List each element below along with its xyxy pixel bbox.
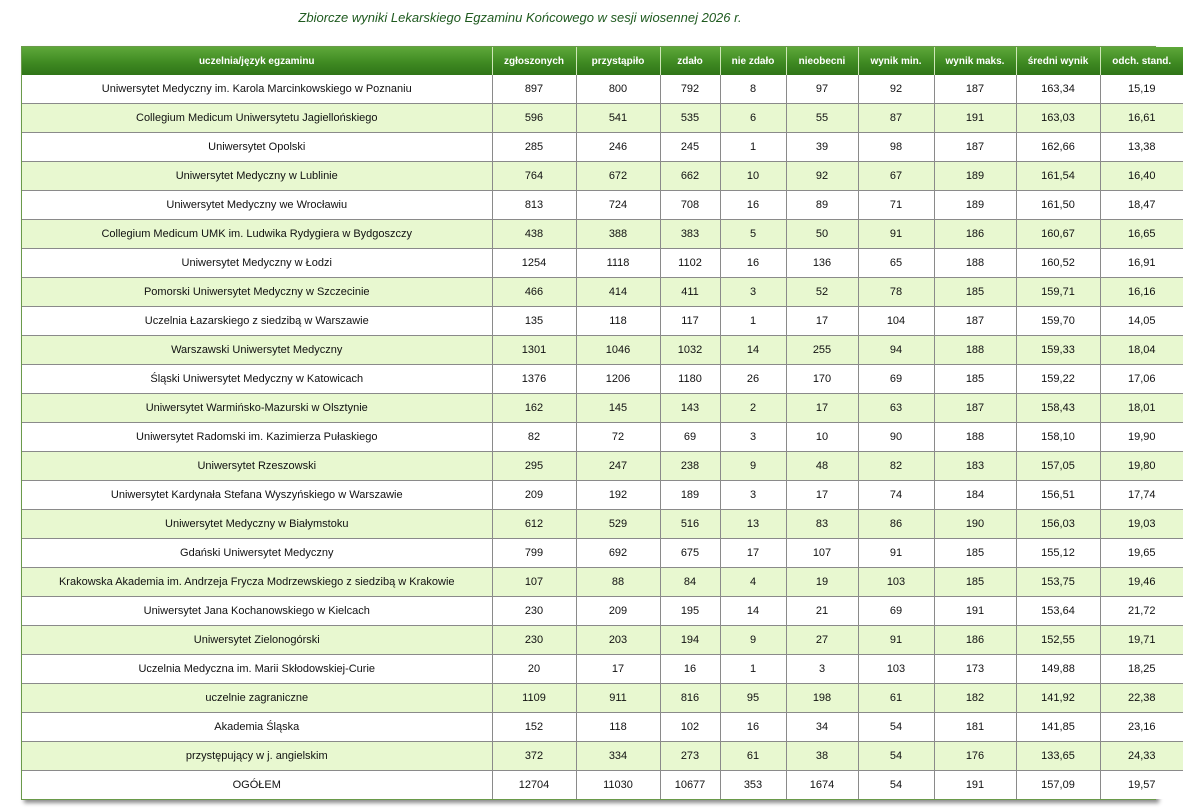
value-cell: 69 xyxy=(858,365,934,394)
value-cell: 95 xyxy=(720,684,786,713)
value-cell: 185 xyxy=(934,278,1016,307)
university-name-cell: Uniwersytet Medyczny w Lublinie xyxy=(22,162,492,191)
value-cell: 245 xyxy=(660,133,720,162)
value-cell: 18,25 xyxy=(1100,655,1183,684)
value-cell: 1376 xyxy=(492,365,576,394)
value-cell: 103 xyxy=(858,568,934,597)
value-cell: 72 xyxy=(576,423,660,452)
value-cell: 16,91 xyxy=(1100,249,1183,278)
value-cell: 662 xyxy=(660,162,720,191)
value-cell: 708 xyxy=(660,191,720,220)
university-name-cell: Uniwersytet Kardynała Stefana Wyszyńskiego w Warszawie xyxy=(22,481,492,510)
university-name-cell: uczelnie zagraniczne xyxy=(22,684,492,713)
value-cell: 38 xyxy=(786,742,858,771)
value-cell: 159,33 xyxy=(1016,336,1100,365)
value-cell: 612 xyxy=(492,510,576,539)
value-cell: 1 xyxy=(720,307,786,336)
value-cell: 176 xyxy=(934,742,1016,771)
university-name-cell: Gdański Uniwersytet Medyczny xyxy=(22,539,492,568)
university-name-cell: Warszawski Uniwersytet Medyczny xyxy=(22,336,492,365)
value-cell: 186 xyxy=(934,220,1016,249)
value-cell: 141,85 xyxy=(1016,713,1100,742)
university-name-cell: OGÓŁEM xyxy=(22,771,492,800)
value-cell: 411 xyxy=(660,278,720,307)
value-cell: 94 xyxy=(858,336,934,365)
value-cell: 187 xyxy=(934,133,1016,162)
value-cell: 170 xyxy=(786,365,858,394)
value-cell: 185 xyxy=(934,365,1016,394)
value-cell: 98 xyxy=(858,133,934,162)
value-cell: 92 xyxy=(786,162,858,191)
value-cell: 191 xyxy=(934,104,1016,133)
value-cell: 17 xyxy=(786,394,858,423)
page-title: Zbiorcze wyniki Lekarskiego Egzaminu Końcowego w sesji wiosennej 2026 r. xyxy=(298,10,742,25)
value-cell: 203 xyxy=(576,626,660,655)
table-row xyxy=(22,568,1183,597)
value-cell: 161,54 xyxy=(1016,162,1100,191)
value-cell: 353 xyxy=(720,771,786,800)
value-cell: 71 xyxy=(858,191,934,220)
value-cell: 16 xyxy=(720,713,786,742)
value-cell: 188 xyxy=(934,336,1016,365)
value-cell: 192 xyxy=(576,481,660,510)
value-cell: 163,03 xyxy=(1016,104,1100,133)
university-name-cell: Uczelnia Łazarskiego z siedzibą w Warszawie xyxy=(22,307,492,336)
value-cell: 285 xyxy=(492,133,576,162)
value-cell: 19 xyxy=(786,568,858,597)
value-cell: 13,38 xyxy=(1100,133,1183,162)
value-cell: 191 xyxy=(934,771,1016,800)
value-cell: 152,55 xyxy=(1016,626,1100,655)
value-cell: 54 xyxy=(858,771,934,800)
value-cell: 61 xyxy=(720,742,786,771)
value-cell: 897 xyxy=(492,75,576,104)
value-cell: 107 xyxy=(786,539,858,568)
value-cell: 675 xyxy=(660,539,720,568)
value-cell: 516 xyxy=(660,510,720,539)
value-cell: 16,40 xyxy=(1100,162,1183,191)
value-cell: 187 xyxy=(934,394,1016,423)
value-cell: 82 xyxy=(858,452,934,481)
value-cell: 466 xyxy=(492,278,576,307)
value-cell: 88 xyxy=(576,568,660,597)
value-cell: 184 xyxy=(934,481,1016,510)
value-cell: 162 xyxy=(492,394,576,423)
value-cell: 153,64 xyxy=(1016,597,1100,626)
value-cell: 155,12 xyxy=(1016,539,1100,568)
university-name-cell: Pomorski Uniwersytet Medyczny w Szczecinie xyxy=(22,278,492,307)
value-cell: 816 xyxy=(660,684,720,713)
value-cell: 189 xyxy=(934,162,1016,191)
university-name-cell: Uniwersytet Jana Kochanowskiego w Kielcach xyxy=(22,597,492,626)
value-cell: 3 xyxy=(786,655,858,684)
table-row xyxy=(22,539,1183,568)
value-cell: 8 xyxy=(720,75,786,104)
value-cell: 135 xyxy=(492,307,576,336)
column-header: uczelnia/język egzaminu xyxy=(22,47,492,75)
results-table-container xyxy=(21,46,1172,800)
value-cell: 238 xyxy=(660,452,720,481)
table-row xyxy=(22,365,1183,394)
value-cell: 173 xyxy=(934,655,1016,684)
value-cell: 161,50 xyxy=(1016,191,1100,220)
column-header: odch. stand. xyxy=(1100,47,1183,75)
value-cell: 160,67 xyxy=(1016,220,1100,249)
value-cell: 186 xyxy=(934,626,1016,655)
value-cell: 189 xyxy=(660,481,720,510)
table-row xyxy=(22,713,1183,742)
value-cell: 162,66 xyxy=(1016,133,1100,162)
value-cell: 185 xyxy=(934,539,1016,568)
value-cell: 596 xyxy=(492,104,576,133)
value-cell: 61 xyxy=(858,684,934,713)
university-name-cell: Uniwersytet Medyczny im. Karola Marcinkowskiego w Poznaniu xyxy=(22,75,492,104)
table-row xyxy=(22,336,1183,365)
value-cell: 1206 xyxy=(576,365,660,394)
column-header: wynik min. xyxy=(858,47,934,75)
value-cell: 209 xyxy=(576,597,660,626)
value-cell: 3 xyxy=(720,423,786,452)
value-cell: 118 xyxy=(576,307,660,336)
value-cell: 1674 xyxy=(786,771,858,800)
column-header: zgłoszonych xyxy=(492,47,576,75)
value-cell: 541 xyxy=(576,104,660,133)
value-cell: 19,80 xyxy=(1100,452,1183,481)
value-cell: 1180 xyxy=(660,365,720,394)
value-cell: 800 xyxy=(576,75,660,104)
university-name-cell: przystępujący w j. angielskim xyxy=(22,742,492,771)
value-cell: 9 xyxy=(720,626,786,655)
value-cell: 69 xyxy=(660,423,720,452)
table-row xyxy=(22,452,1183,481)
value-cell: 20 xyxy=(492,655,576,684)
value-cell: 16 xyxy=(660,655,720,684)
value-cell: 69 xyxy=(858,597,934,626)
value-cell: 141,92 xyxy=(1016,684,1100,713)
value-cell: 22,38 xyxy=(1100,684,1183,713)
column-header: nieobecni xyxy=(786,47,858,75)
value-cell: 157,05 xyxy=(1016,452,1100,481)
value-cell: 87 xyxy=(858,104,934,133)
university-name-cell: Akademia Śląska xyxy=(22,713,492,742)
university-name-cell: Uczelnia Medyczna im. Marii Skłodowskiej-Curie xyxy=(22,655,492,684)
value-cell: 18,04 xyxy=(1100,336,1183,365)
value-cell: 529 xyxy=(576,510,660,539)
value-cell: 34 xyxy=(786,713,858,742)
value-cell: 334 xyxy=(576,742,660,771)
table-row xyxy=(22,394,1183,423)
value-cell: 1102 xyxy=(660,249,720,278)
value-cell: 189 xyxy=(934,191,1016,220)
value-cell: 273 xyxy=(660,742,720,771)
value-cell: 92 xyxy=(858,75,934,104)
value-cell: 1046 xyxy=(576,336,660,365)
value-cell: 133,65 xyxy=(1016,742,1100,771)
value-cell: 188 xyxy=(934,249,1016,278)
value-cell: 159,22 xyxy=(1016,365,1100,394)
value-cell: 1 xyxy=(720,655,786,684)
value-cell: 91 xyxy=(858,539,934,568)
university-name-cell: Collegium Medicum UMK im. Ludwika Rydygiera w Bydgoszczy xyxy=(22,220,492,249)
value-cell: 911 xyxy=(576,684,660,713)
value-cell: 102 xyxy=(660,713,720,742)
value-cell: 152 xyxy=(492,713,576,742)
value-cell: 90 xyxy=(858,423,934,452)
value-cell: 14,05 xyxy=(1100,307,1183,336)
value-cell: 48 xyxy=(786,452,858,481)
column-header: nie zdało xyxy=(720,47,786,75)
value-cell: 54 xyxy=(858,742,934,771)
value-cell: 149,88 xyxy=(1016,655,1100,684)
table-row xyxy=(22,75,1183,104)
value-cell: 21,72 xyxy=(1100,597,1183,626)
table-row xyxy=(22,510,1183,539)
value-cell: 91 xyxy=(858,220,934,249)
value-cell: 230 xyxy=(492,597,576,626)
value-cell: 16,61 xyxy=(1100,104,1183,133)
table-row xyxy=(22,423,1183,452)
university-name-cell: Śląski Uniwersytet Medyczny w Katowicach xyxy=(22,365,492,394)
value-cell: 26 xyxy=(720,365,786,394)
value-cell: 295 xyxy=(492,452,576,481)
value-cell: 13 xyxy=(720,510,786,539)
value-cell: 83 xyxy=(786,510,858,539)
value-cell: 438 xyxy=(492,220,576,249)
table-row xyxy=(22,162,1183,191)
value-cell: 10677 xyxy=(660,771,720,800)
value-cell: 672 xyxy=(576,162,660,191)
value-cell: 792 xyxy=(660,75,720,104)
value-cell: 209 xyxy=(492,481,576,510)
value-cell: 39 xyxy=(786,133,858,162)
value-cell: 52 xyxy=(786,278,858,307)
value-cell: 17 xyxy=(786,307,858,336)
value-cell: 1109 xyxy=(492,684,576,713)
value-cell: 18,47 xyxy=(1100,191,1183,220)
value-cell: 143 xyxy=(660,394,720,423)
value-cell: 74 xyxy=(858,481,934,510)
table-row xyxy=(22,104,1183,133)
table-row xyxy=(22,684,1183,713)
value-cell: 194 xyxy=(660,626,720,655)
table-row xyxy=(22,249,1183,278)
value-cell: 1254 xyxy=(492,249,576,278)
university-name-cell: Uniwersytet Medyczny w Białymstoku xyxy=(22,510,492,539)
value-cell: 372 xyxy=(492,742,576,771)
university-name-cell: Uniwersytet Opolski xyxy=(22,133,492,162)
value-cell: 11030 xyxy=(576,771,660,800)
value-cell: 16,16 xyxy=(1100,278,1183,307)
value-cell: 813 xyxy=(492,191,576,220)
value-cell: 19,90 xyxy=(1100,423,1183,452)
value-cell: 187 xyxy=(934,75,1016,104)
value-cell: 153,75 xyxy=(1016,568,1100,597)
value-cell: 3 xyxy=(720,481,786,510)
value-cell: 16,65 xyxy=(1100,220,1183,249)
value-cell: 388 xyxy=(576,220,660,249)
value-cell: 84 xyxy=(660,568,720,597)
value-cell: 198 xyxy=(786,684,858,713)
results-table xyxy=(22,47,1183,799)
value-cell: 9 xyxy=(720,452,786,481)
value-cell: 799 xyxy=(492,539,576,568)
value-cell: 19,03 xyxy=(1100,510,1183,539)
value-cell: 21 xyxy=(786,597,858,626)
value-cell: 255 xyxy=(786,336,858,365)
value-cell: 17 xyxy=(576,655,660,684)
value-cell: 118 xyxy=(576,713,660,742)
value-cell: 17,06 xyxy=(1100,365,1183,394)
table-row xyxy=(22,220,1183,249)
value-cell: 65 xyxy=(858,249,934,278)
value-cell: 12704 xyxy=(492,771,576,800)
table-row xyxy=(22,191,1183,220)
university-name-cell: Uniwersytet Medyczny we Wrocławiu xyxy=(22,191,492,220)
column-header: wynik maks. xyxy=(934,47,1016,75)
value-cell: 14 xyxy=(720,336,786,365)
value-cell: 17,74 xyxy=(1100,481,1183,510)
value-cell: 247 xyxy=(576,452,660,481)
table-row xyxy=(22,655,1183,684)
value-cell: 89 xyxy=(786,191,858,220)
value-cell: 190 xyxy=(934,510,1016,539)
value-cell: 63 xyxy=(858,394,934,423)
value-cell: 82 xyxy=(492,423,576,452)
value-cell: 23,16 xyxy=(1100,713,1183,742)
column-header: średni wynik xyxy=(1016,47,1100,75)
value-cell: 3 xyxy=(720,278,786,307)
value-cell: 1032 xyxy=(660,336,720,365)
value-cell: 86 xyxy=(858,510,934,539)
value-cell: 103 xyxy=(858,655,934,684)
table-row xyxy=(22,626,1183,655)
value-cell: 104 xyxy=(858,307,934,336)
value-cell: 19,46 xyxy=(1100,568,1183,597)
value-cell: 16 xyxy=(720,191,786,220)
value-cell: 14 xyxy=(720,597,786,626)
value-cell: 156,51 xyxy=(1016,481,1100,510)
column-header: przystąpiło xyxy=(576,47,660,75)
value-cell: 182 xyxy=(934,684,1016,713)
university-name-cell: Krakowska Akademia im. Andrzeja Frycza Modrzewskiego z siedzibą w Krakowie xyxy=(22,568,492,597)
value-cell: 187 xyxy=(934,307,1016,336)
university-name-cell: Uniwersytet Zielonogórski xyxy=(22,626,492,655)
value-cell: 157,09 xyxy=(1016,771,1100,800)
table-row xyxy=(22,133,1183,162)
value-cell: 67 xyxy=(858,162,934,191)
table-row xyxy=(22,307,1183,336)
value-cell: 91 xyxy=(858,626,934,655)
value-cell: 19,65 xyxy=(1100,539,1183,568)
value-cell: 55 xyxy=(786,104,858,133)
value-cell: 158,43 xyxy=(1016,394,1100,423)
value-cell: 535 xyxy=(660,104,720,133)
university-name-cell: Uniwersytet Warmińsko-Mazurski w Olsztynie xyxy=(22,394,492,423)
value-cell: 159,71 xyxy=(1016,278,1100,307)
value-cell: 27 xyxy=(786,626,858,655)
value-cell: 414 xyxy=(576,278,660,307)
value-cell: 17 xyxy=(786,481,858,510)
value-cell: 230 xyxy=(492,626,576,655)
value-cell: 5 xyxy=(720,220,786,249)
value-cell: 10 xyxy=(786,423,858,452)
table-row xyxy=(22,597,1183,626)
value-cell: 136 xyxy=(786,249,858,278)
value-cell: 15,19 xyxy=(1100,75,1183,104)
value-cell: 1 xyxy=(720,133,786,162)
value-cell: 195 xyxy=(660,597,720,626)
value-cell: 158,10 xyxy=(1016,423,1100,452)
value-cell: 10 xyxy=(720,162,786,191)
value-cell: 160,52 xyxy=(1016,249,1100,278)
value-cell: 17 xyxy=(720,539,786,568)
value-cell: 50 xyxy=(786,220,858,249)
table-row xyxy=(22,742,1183,771)
value-cell: 117 xyxy=(660,307,720,336)
value-cell: 18,01 xyxy=(1100,394,1183,423)
value-cell: 54 xyxy=(858,713,934,742)
table-row xyxy=(22,278,1183,307)
university-name-cell: Uniwersytet Medyczny w Łodzi xyxy=(22,249,492,278)
value-cell: 4 xyxy=(720,568,786,597)
value-cell: 724 xyxy=(576,191,660,220)
value-cell: 764 xyxy=(492,162,576,191)
value-cell: 19,57 xyxy=(1100,771,1183,800)
value-cell: 191 xyxy=(934,597,1016,626)
value-cell: 181 xyxy=(934,713,1016,742)
value-cell: 185 xyxy=(934,568,1016,597)
value-cell: 16 xyxy=(720,249,786,278)
value-cell: 97 xyxy=(786,75,858,104)
value-cell: 1118 xyxy=(576,249,660,278)
university-name-cell: Collegium Medicum Uniwersytetu Jagiellońskiego xyxy=(22,104,492,133)
university-name-cell: Uniwersytet Radomski im. Kazimierza Pułaskiego xyxy=(22,423,492,452)
value-cell: 24,33 xyxy=(1100,742,1183,771)
value-cell: 145 xyxy=(576,394,660,423)
table-row xyxy=(22,481,1183,510)
value-cell: 19,71 xyxy=(1100,626,1183,655)
value-cell: 6 xyxy=(720,104,786,133)
table-header-row xyxy=(22,47,1183,75)
value-cell: 183 xyxy=(934,452,1016,481)
university-name-cell: Uniwersytet Rzeszowski xyxy=(22,452,492,481)
column-header: zdało xyxy=(660,47,720,75)
value-cell: 78 xyxy=(858,278,934,307)
value-cell: 1301 xyxy=(492,336,576,365)
value-cell: 188 xyxy=(934,423,1016,452)
value-cell: 159,70 xyxy=(1016,307,1100,336)
value-cell: 163,34 xyxy=(1016,75,1100,104)
value-cell: 692 xyxy=(576,539,660,568)
value-cell: 107 xyxy=(492,568,576,597)
value-cell: 2 xyxy=(720,394,786,423)
value-cell: 156,03 xyxy=(1016,510,1100,539)
total-row xyxy=(22,771,1183,800)
table-body xyxy=(22,75,1183,799)
value-cell: 246 xyxy=(576,133,660,162)
value-cell: 383 xyxy=(660,220,720,249)
